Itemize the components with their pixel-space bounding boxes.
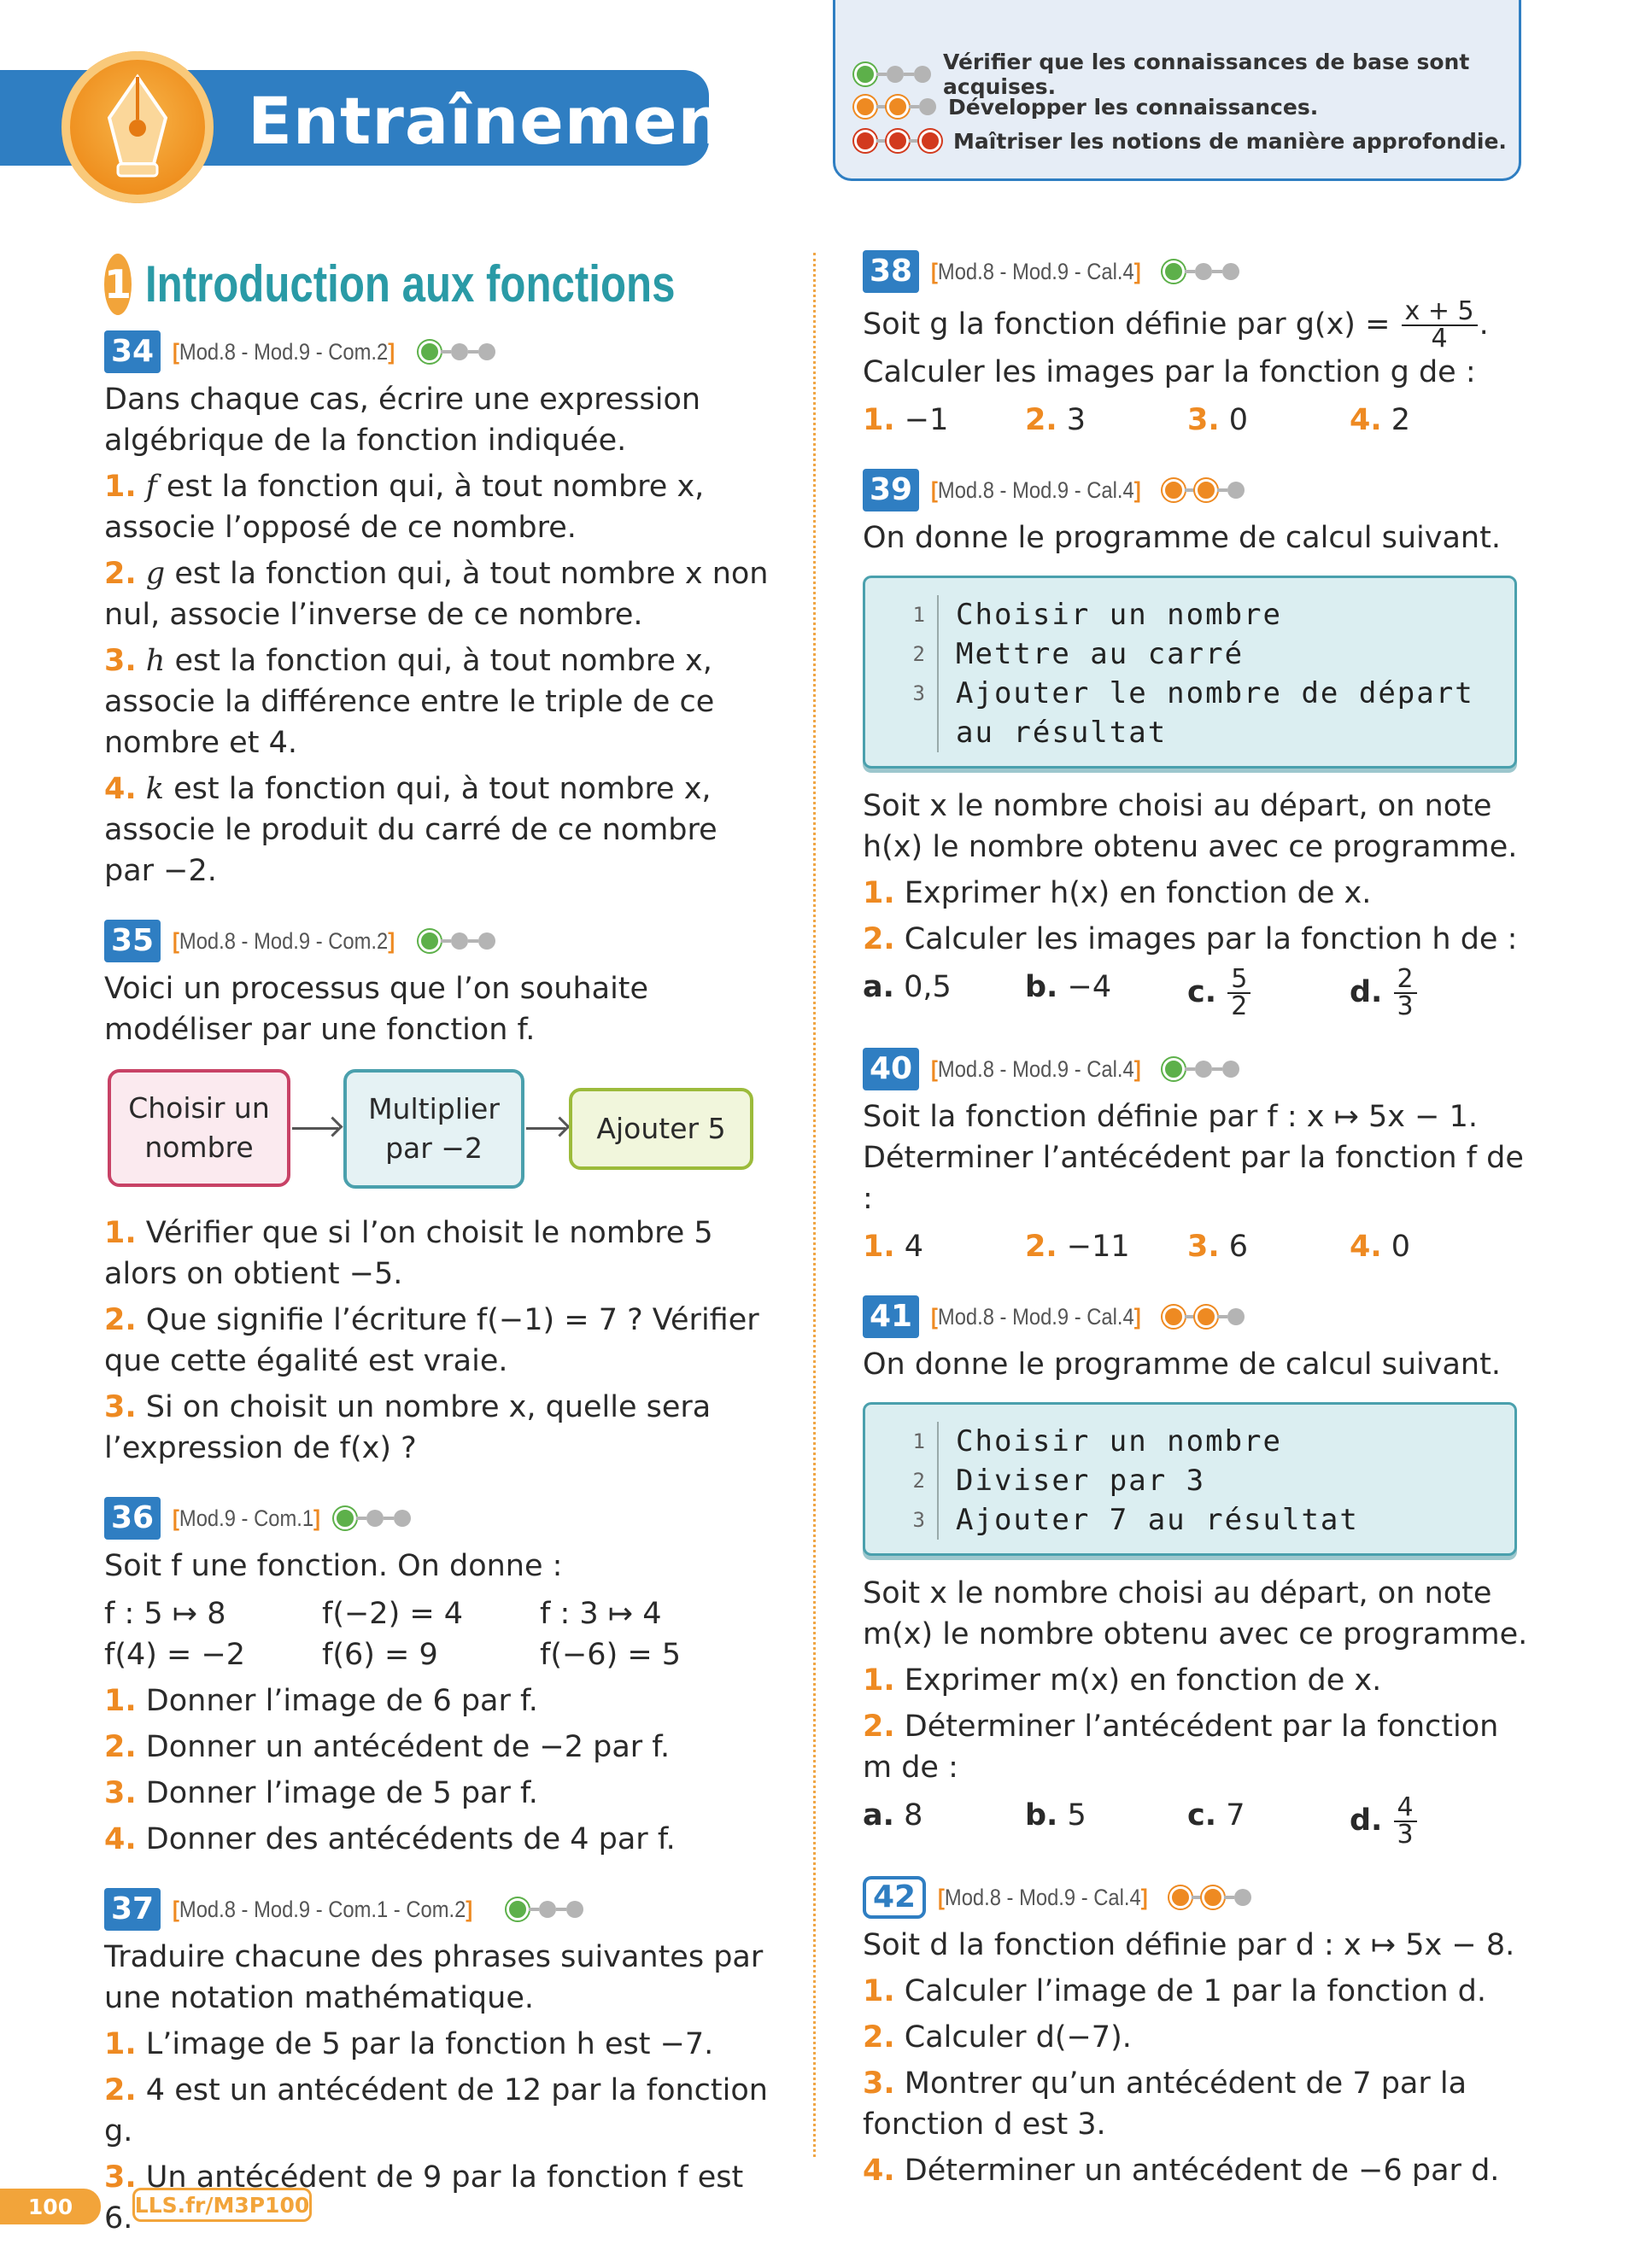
skill-tags: [Mod.9 - Com.1] [173, 1505, 321, 1531]
exercise-intro: On donne le programme de calcul suivant. [863, 1347, 1501, 1382]
section-title: Introduction aux fonctions [145, 255, 676, 313]
question: 1. Exprimer h(x) en fonction de x. [863, 876, 1372, 910]
section-heading [104, 248, 770, 321]
exercise-header [863, 1293, 1529, 1341]
exercise-header [104, 1494, 770, 1542]
exercise-line: Calculer les images par la fonction g de : [863, 355, 1476, 389]
exercise-intro: Soit d la fonction définie par d : x ↦ 5x − 8. [863, 1928, 1515, 1962]
option: 4. 2 [1350, 403, 1411, 437]
difficulty-legend [833, 0, 1521, 181]
exercise-intro: Soit f une fonction. On donne : [104, 1549, 563, 1583]
function-value: f : 5 ↦ 8 [104, 1597, 226, 1631]
option: 2. 3 [1025, 403, 1086, 437]
question: 2. 4 est un antécédent de 12 par la fonction g. [104, 2073, 768, 2148]
exercise-37 [104, 1885, 770, 2239]
legend-row-red [854, 126, 1507, 156]
function-value: f(4) = −2 [104, 1638, 246, 1672]
options [863, 1792, 1529, 1850]
option: 2. −11 [1025, 1230, 1130, 1264]
exercise-42 [863, 1873, 1529, 2191]
exercise-text: Soit x le nombre choisi au départ, on note m(x) le nombre obtenu avec ce programme. [863, 1576, 1528, 1651]
question: 3. h est la fonction qui, à tout nombre x, associe la différence entre le triple de ce nombre et 4. [104, 644, 715, 760]
exercise-text: Soit x le nombre choisi au départ, on note h(x) le nombre obtenu avec ce programme. [863, 789, 1518, 864]
question: 4. Déterminer un antécédent de −6 par d. [863, 2154, 1500, 2188]
function-value: f(−6) = 5 [540, 1638, 682, 1672]
difficulty-1-icon [507, 1898, 583, 1920]
pen-nib-logo-icon [62, 51, 214, 203]
program-lines: Choisir un nombre Mettre au carré Ajouter le nombre de départ au résultat [956, 598, 1474, 750]
exercise-36 [104, 1494, 770, 1860]
difficulty-3-icon [854, 130, 941, 152]
exercise-41 [863, 1293, 1529, 1848]
question: 4. Donner des antécédents de 4 par f. [104, 1822, 676, 1856]
function-values [104, 1593, 770, 1675]
skill-tags: [Mod.8 - Mod.9 - Cal.4] [938, 1885, 1148, 1910]
process-step-2: Multiplier par −2 [343, 1069, 524, 1189]
exercise-34 [104, 328, 770, 891]
arrow-right-icon [526, 1127, 565, 1130]
exercise-intro: Soit g la fonction définie par g(x) = $\frac{x + 5}{4}$ . [863, 296, 1489, 354]
question: 1. f est la fonction qui, à tout nombre x, associe l’opposé de ce nombre. [104, 470, 705, 545]
question: 1. L’image de 5 par la fonction h est −7. [104, 2027, 714, 2061]
question: 1. Exprimer m(x) en fonction de x. [863, 1663, 1382, 1698]
exercise-number: 34 [104, 330, 161, 373]
exercise-intro: Dans chaque cas, écrire une expression algébrique de la fonction indiquée. [104, 383, 701, 458]
skill-tags: [Mod.8 - Mod.9 - Com.1 - Com.2] [173, 1897, 473, 1922]
options [863, 964, 1529, 1021]
option: 3. 6 [1187, 1230, 1249, 1264]
skill-tags: [Mod.8 - Mod.9 - Com.2] [173, 928, 395, 954]
question: 2. Donner un antécédent de −2 par f. [104, 1730, 671, 1764]
option: a. 8 [863, 1798, 923, 1833]
skill-tags: [Mod.8 - Mod.9 - Cal.4] [931, 259, 1141, 284]
function-value: f(−2) = 4 [322, 1597, 464, 1631]
difficulty-2-icon [1169, 1886, 1251, 1909]
difficulty-1-icon [1163, 1058, 1239, 1080]
question: 2. Calculer les images par la fonction h de : [863, 922, 1518, 956]
process-diagram [102, 1059, 770, 1204]
options [863, 1226, 1529, 1267]
calculation-program [863, 576, 1517, 769]
difficulty-2-icon [1163, 479, 1245, 501]
legend-row-orange [854, 91, 1318, 122]
exercise-39 [863, 466, 1529, 1020]
arrow-right-icon [292, 1127, 338, 1130]
function-value: f : 3 ↦ 4 [540, 1597, 662, 1631]
exercise-line: Déterminer l’antécédent par la fonction f de : [863, 1141, 1524, 1216]
options [863, 400, 1529, 441]
section-number: 1 [104, 254, 132, 315]
exercise-35 [104, 917, 770, 1469]
legend-text: Maîtriser les notions de manière approfondie. [953, 128, 1507, 154]
question: 4. k est la fonction qui, à tout nombre x, associe le produit du carré de ce nombre par −2. [104, 772, 718, 888]
right-column [863, 248, 1529, 2217]
exercise-header [863, 1873, 1529, 1921]
exercise-40 [863, 1045, 1529, 1267]
skill-tags: [Mod.8 - Mod.9 - Cal.4] [931, 1304, 1141, 1330]
exercise-number: 42 [863, 1876, 926, 1919]
left-column [104, 248, 770, 2265]
column-divider [813, 253, 816, 2157]
exercise-number: 40 [863, 1048, 919, 1090]
option: 1. 4 [863, 1230, 924, 1264]
exercise-header [104, 917, 770, 965]
question: 3. Un antécédent de 9 par la fonction f est 6. [104, 2160, 744, 2236]
difficulty-1-icon [419, 341, 495, 363]
option: b. 5 [1025, 1798, 1086, 1833]
exercise-header [104, 1885, 770, 1933]
process-step-3: Ajouter 5 [569, 1088, 753, 1170]
option: c. $\frac{5}{2}$ [1187, 967, 1350, 1020]
question: 2. Que signifie l’écriture f(−1) = 7 ? Vérifier que cette égalité est vraie. [104, 1303, 759, 1378]
question: 3. Donner l’image de 5 par f. [104, 1776, 538, 1810]
legend-text: Vérifier que les connaissances de base sont acquises. [943, 50, 1470, 99]
exercise-header [104, 328, 770, 376]
calculation-program [863, 1402, 1517, 1556]
exercise-header [863, 1045, 1529, 1093]
option: d. $\frac{2}{3}$ [1350, 967, 1512, 1020]
exercise-intro: On donne le programme de calcul suivant. [863, 521, 1501, 555]
option: c. 7 [1187, 1798, 1245, 1833]
exercise-number: 39 [863, 469, 919, 511]
question: 3. Montrer qu’un antécédent de 7 par la fonction d est 3. [863, 2066, 1467, 2142]
question: 1. Donner l’image de 6 par f. [104, 1684, 538, 1718]
skill-tags: [Mod.8 - Mod.9 - Cal.4] [931, 1056, 1141, 1082]
line-numbers: 1 2 3 [865, 1422, 939, 1540]
difficulty-1-icon [334, 1507, 411, 1529]
program-lines: Choisir un nombre Diviser par 3 Ajouter 7 au résultat [956, 1424, 1359, 1537]
option: 4. 0 [1350, 1230, 1411, 1264]
difficulty-1-icon [1163, 260, 1239, 283]
option: a. 0,5 [863, 970, 952, 1004]
exercise-intro: Traduire chacune des phrases suivantes par une notation mathématique. [104, 1940, 764, 2015]
line-numbers: 1 2 3 [865, 595, 939, 752]
question: 3. Si on choisit un nombre x, quelle sera l’expression de f(x) ? [104, 1390, 712, 1465]
option: d. $\frac{4}{3}$ [1350, 1795, 1512, 1848]
fraction: $\frac{x + 5}{4}$ [1402, 299, 1478, 352]
question: 1. Vérifier que si l’on choisit le nombre 5 alors on obtient −5. [104, 1216, 713, 1291]
resource-link[interactable]: LLS.fr/M3P100 [132, 2188, 312, 2222]
exercise-number: 41 [863, 1295, 919, 1338]
difficulty-2-icon [854, 96, 936, 118]
question: 2. Calculer d(−7). [863, 2020, 1132, 2055]
exercise-header [863, 466, 1529, 514]
skill-tags: [Mod.8 - Mod.9 - Com.2] [173, 339, 395, 365]
exercise-number: 36 [104, 1497, 161, 1540]
process-step-1: Choisir un nombre [108, 1069, 290, 1187]
exercise-header [863, 248, 1529, 295]
legend-row-green [854, 50, 1519, 99]
exercise-intro: Voici un processus que l’on souhaite modéliser par une fonction f. [104, 972, 649, 1047]
question: 2. g est la fonction qui, à tout nombre x non nul, associe l’inverse de ce nombre. [104, 557, 769, 632]
exercise-38 [863, 248, 1529, 441]
option: 1. −1 [863, 403, 949, 437]
question: 2. Déterminer l’antécédent par la fonction m de : [863, 1710, 1499, 1785]
legend-text: Développer les connaissances. [948, 94, 1319, 120]
exercise-number: 35 [104, 920, 161, 962]
exercise-number: 38 [863, 250, 919, 293]
difficulty-1-icon [419, 930, 495, 952]
skill-tags: [Mod.8 - Mod.9 - Cal.4] [931, 477, 1141, 503]
option: 3. 0 [1187, 403, 1249, 437]
exercise-number: 37 [104, 1888, 161, 1931]
page-number: 100 [0, 2189, 101, 2224]
difficulty-2-icon [1163, 1306, 1245, 1328]
question: 1. Calculer l’image de 1 par la fonction d. [863, 1974, 1487, 2008]
difficulty-1-icon [854, 63, 931, 85]
exercise-intro: Soit la fonction définie par f : x ↦ 5x − 1. [863, 1100, 1478, 1134]
page-title: Entraînement [248, 83, 757, 159]
option: b. −4 [1025, 970, 1112, 1004]
function-value: f(6) = 9 [322, 1638, 438, 1672]
